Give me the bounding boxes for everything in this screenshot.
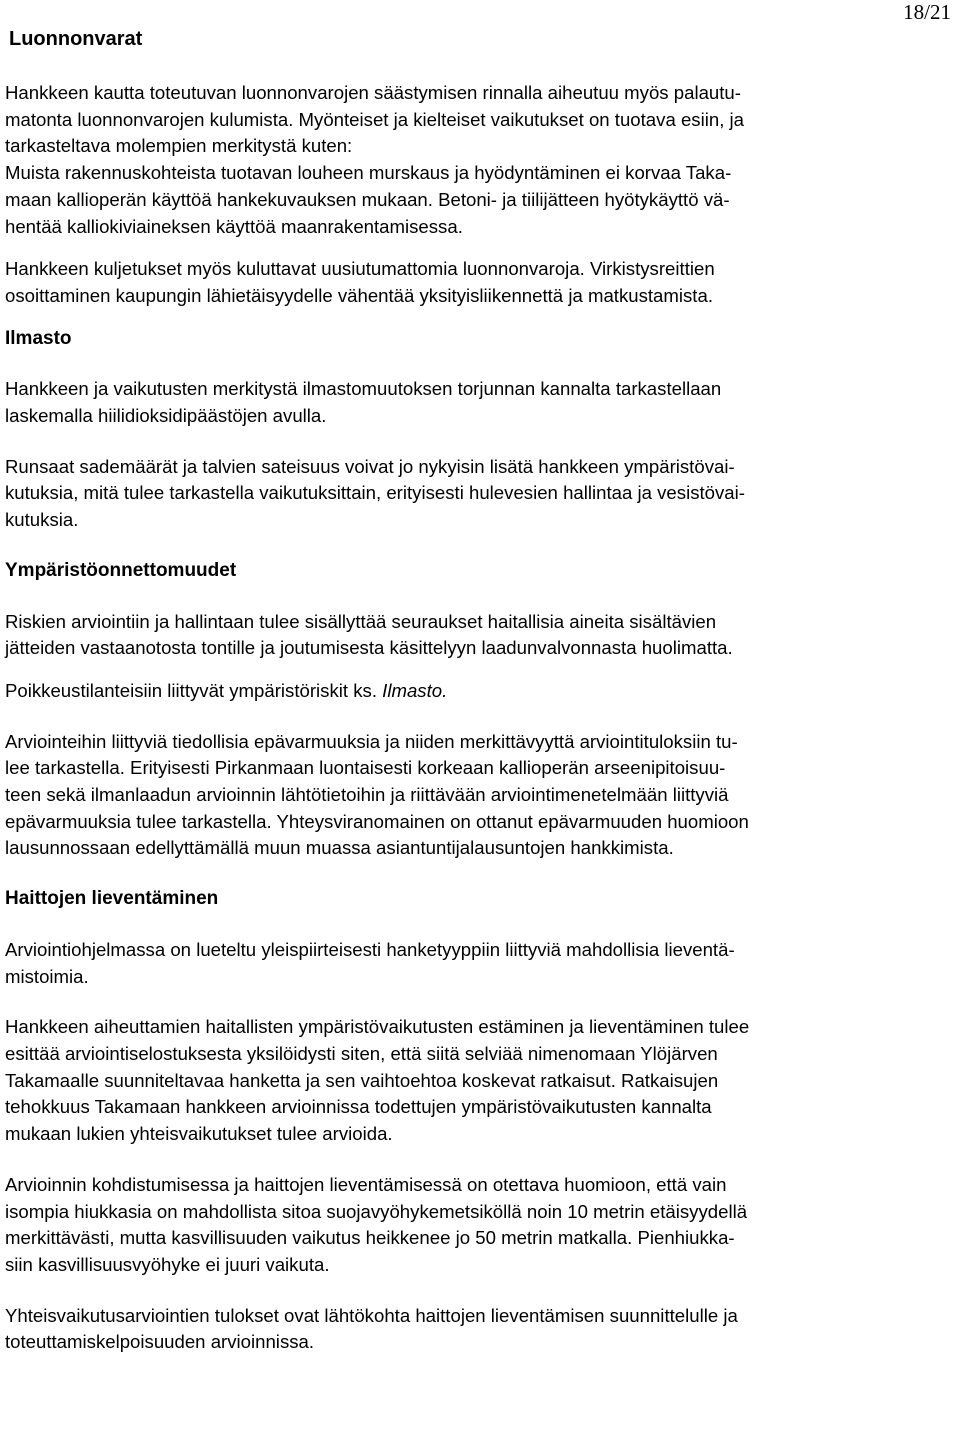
text-line: isompia hiukkasia on mahdollista sitoa suojavyöhykemetsiköllä noin 10 metrin etäisyydellä — [5, 1200, 748, 1222]
paragraph-7 — [5, 729, 960, 863]
heading-ymparistoonnettomuudet: Ympäristöonnettomuudet — [5, 559, 237, 581]
text-line: Hankkeen kautta toteutuvan luonnonvarojen säästymisen rinnalla aiheutuu myös palautu- — [5, 82, 741, 103]
text-line: kutuksia. — [5, 509, 79, 531]
section-title-luonnonvarat: Luonnonvarat — [9, 28, 143, 50]
text-line: tarkasteltava molempien merkitystä kuten: — [5, 135, 353, 157]
paragraph-2 — [5, 256, 960, 309]
text-line: laskemalla hiilidioksidipäästöjen avulla. — [5, 405, 327, 427]
text-line: Arviointiohjelmassa on lueteltu yleispiirteisesti hanketyyppiin liittyviä mahdollisia lieventä- — [5, 938, 735, 960]
text-line: epävarmuuksia tulee tarkastella. Yhteysviranomainen on ottanut epävarmuuden huomioon — [5, 810, 749, 832]
text-line: Arvioinnin kohdistumisessa ja haittojen lieventämisessä on otettava huomioon, että vain — [5, 1173, 727, 1195]
text-line: mukaan lukien yhteisvaikutukset tulee arvioida. — [5, 1123, 393, 1145]
text-line: merkittävästi, mutta kasvillisuuden vaikutus heikkenee jo 50 metrin matkalla. Pienhiukka- — [5, 1227, 735, 1249]
text-line: teen sekä ilmanlaadun arvioinnin lähtötietoihin ja riittävään arviointimenetelmään liittyviä — [5, 784, 729, 806]
text-span: Poikkeustilanteisiin liittyvät ympäristöriskit ks. — [5, 679, 383, 701]
text-line: Riskien arviointiin ja hallintaan tulee sisällyttää seuraukset haitallisia aineita sisältävien — [5, 610, 717, 632]
cross-reference-ilmasto: Ilmasto. — [382, 679, 448, 701]
paragraph-3 — [5, 376, 960, 429]
text-line: Hankkeen ja vaikutusten merkitystä ilmastomuutoksen torjunnan kannalta tarkastellaan — [5, 378, 722, 400]
text-line: Arviointeihin liittyviä tiedollisia epävarmuuksia ja niiden merkittävyyttä arviointituloksiin tu- — [5, 730, 738, 752]
text-line: toteuttamiskelpoisuuden arvioinnissa. — [5, 1331, 315, 1353]
text-line: hentää kalliokiviaineksen käyttöä maanrakentamisessa. — [5, 215, 463, 237]
text-line: osoittaminen kaupungin lähietäisyydelle vähentää yksityisliikennettä ja matkustamista. — [5, 284, 713, 306]
text-line: esittää arviointiselostuksesta yksilöidysti siten, että siitä selviää nimenomaan Ylöjärven — [5, 1042, 718, 1064]
text-line: mistoimia. — [5, 965, 89, 987]
text-line: Yhteisvaikutusarviointien tulokset ovat lähtökohta haittojen lieventämisen suunnittelulle ja — [5, 1304, 738, 1326]
paragraph-11 — [5, 1303, 960, 1356]
text-line: Runsaat sademäärät ja talvien sateisuus voivat jo nykyisin lisätä hankkeen ympäristövai- — [5, 455, 735, 477]
text-line: Muista rakennuskohteista tuotavan louheen murskaus ja hyödyntäminen ei korvaa Taka- — [5, 162, 732, 184]
text-line: Hankkeen kuljetukset myös kuluttavat uusiutumattomia luonnonvaroja. Virkistysreittien — [5, 258, 715, 280]
paragraph-6 — [5, 678, 960, 705]
page-number: 18/21 — [903, 0, 951, 24]
text-line: Hankkeen aiheuttamien haitallisten ympäristövaikutusten estäminen ja lieventäminen tulee — [5, 1016, 750, 1038]
text-line: lee tarkastella. Erityisesti Pirkanmaan luontaisesti korkeaan kallioperän arseenipitoisuu- — [5, 757, 726, 779]
text-line: tehokkuus Takamaan hankkeen arvioinnissa todettujen ympäristövaikutusten kannalta — [5, 1096, 712, 1118]
paragraph-10 — [5, 1172, 960, 1279]
paragraph-9 — [5, 1014, 960, 1148]
document-body — [5, 80, 960, 1356]
text-line: siin kasvillisuusvyöhyke ei juuri vaikuta. — [5, 1253, 330, 1275]
paragraph-5 — [5, 609, 960, 662]
paragraph-4 — [5, 454, 960, 534]
paragraph-8 — [5, 937, 960, 990]
text-line: lausunnossaan edellyttämällä muun muassa asiantuntijalausuntojen hankkimista. — [5, 837, 674, 859]
text-line: Takamaalle suunniteltavaa hanketta ja sen vaihtoehtoa koskevat ratkaisut. Ratkaisujen — [5, 1069, 719, 1091]
text-line: maan kallioperän käyttöä hankekuvauksen mukaan. Betoni- ja tiilijätteen hyötykäyttö vä- — [5, 188, 730, 210]
heading-haittojen-lieventaminen: Haittojen lieventäminen — [5, 888, 219, 910]
text-line: matonta luonnonvarojen kulumista. Myönteiset ja kielteiset vaikutukset on tuotava esiin, ja — [5, 108, 744, 130]
paragraph-1 — [5, 80, 960, 240]
heading-ilmasto: Ilmasto — [5, 327, 72, 349]
text-line: kutuksia, mitä tulee tarkastella vaikutuksittain, erityisesti hulevesien hallintaa ja vesistövai- — [5, 482, 745, 504]
text-line: jätteiden vastaanotosta tontille ja joutumisesta käsittelyyn laadunvalvonnasta huolimatta. — [5, 637, 733, 659]
